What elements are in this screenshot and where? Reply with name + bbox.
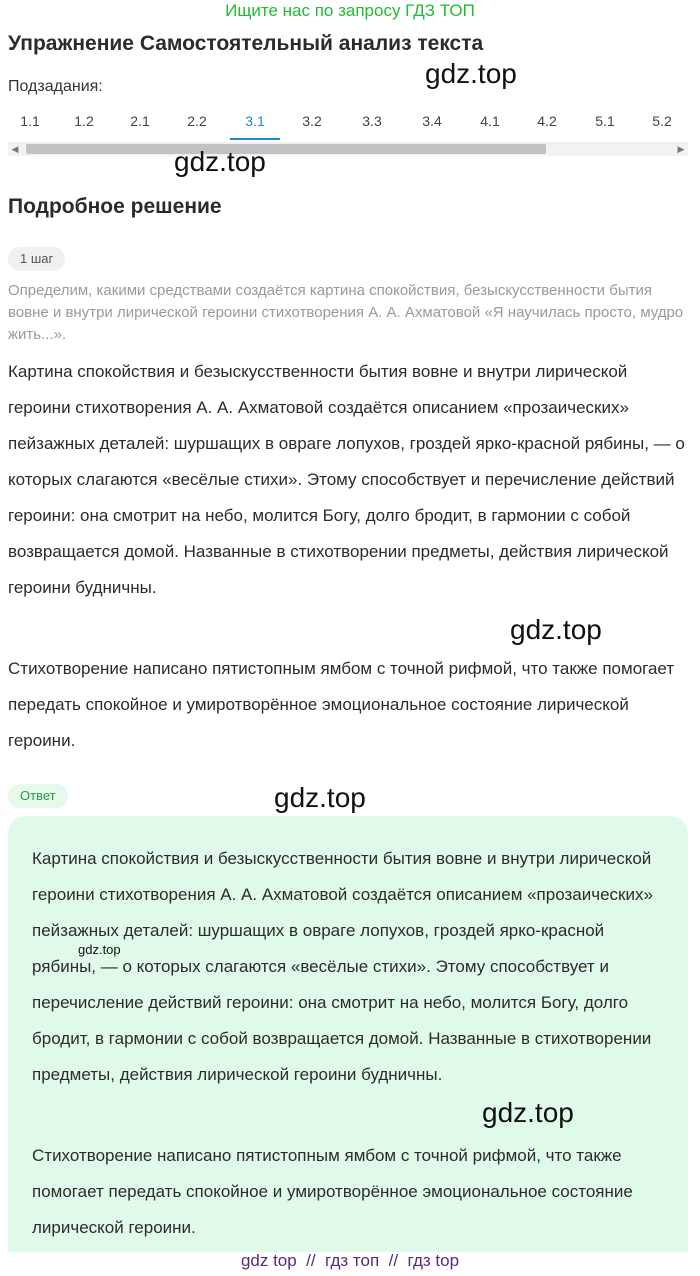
watermark: gdz.top bbox=[174, 146, 266, 177]
tab-5-1[interactable]: 5.1 bbox=[595, 113, 615, 129]
watermark: gdz.top bbox=[510, 614, 602, 645]
page-title: Упражнение Самостоятельный анализ текста bbox=[8, 32, 484, 55]
tab-3-2[interactable]: 3.2 bbox=[302, 113, 322, 129]
tab-2-1[interactable]: 2.1 bbox=[130, 113, 150, 129]
tab-4-1[interactable]: 4.1 bbox=[480, 113, 500, 129]
solution-paragraph-1: Картина спокойствия и безыскусственности бытия вовне и внутри лирической героини стихотворения А. А. Ахматовой создаётся описанием «прозаических» пейзажных деталей: шуршащих в овраге лопухов, гроздей ярко-красной рябины, — о которых слагаются «весёлые стихи». Этому способствует и перечисление действий героини: она смотрит на небо, молится Богу, долго бродит, в гармонии с собой возвращается домой. Названные в стихотворении предметы, действия лирической героини будничны. bbox=[8, 362, 685, 597]
scroll-thumb[interactable] bbox=[26, 144, 546, 154]
answer-paragraph-2: Стихотворение написано пятистопным ямбом с точной рифмой, что также помогает передать спокойное и умиротворённое эмоциональное состояние лирической героини. bbox=[32, 1146, 633, 1237]
subtask-tabs bbox=[0, 108, 700, 140]
top-banner: Ищите нас по запросу ГДЗ ТОП bbox=[225, 1, 475, 20]
tab-2-2[interactable]: 2.2 bbox=[187, 113, 207, 129]
answer-box bbox=[8, 816, 688, 1252]
tab-3-1[interactable]: 3.1 bbox=[230, 112, 280, 140]
watermark: gdz.top bbox=[482, 1097, 574, 1128]
solution-title: Подробное решение bbox=[8, 195, 222, 218]
tab-4-2[interactable]: 4.2 bbox=[537, 113, 557, 129]
scroll-left-icon[interactable]: ◀ bbox=[11, 144, 19, 154]
watermark: gdz.top bbox=[78, 942, 121, 957]
step-intro: Определим, какими средствами создаётся картина спокойствия, безыскусственности бытия вовне и внутри лирической героини стихотворения А. А. Ахматовой «Я научилась просто, мудро жить...». bbox=[8, 282, 684, 343]
tab-5-2[interactable]: 5.2 bbox=[652, 113, 672, 129]
answer-badge: Ответ bbox=[8, 784, 68, 808]
subtasks-label: Подзадания: bbox=[8, 78, 103, 95]
tab-3-4[interactable]: 3.4 bbox=[422, 113, 442, 129]
tab-1-1[interactable]: 1.1 bbox=[20, 113, 40, 129]
solution-paragraph-2: Стихотворение написано пятистопным ямбом с точной рифмой, что также помогает передать спокойное и умиротворённое эмоциональное состояние лирической героини. bbox=[8, 659, 675, 750]
tab-3-3[interactable]: 3.3 bbox=[362, 113, 382, 129]
watermark: gdz.top bbox=[425, 58, 517, 89]
scroll-right-icon[interactable]: ▶ bbox=[677, 144, 685, 154]
tabs-scrollbar[interactable] bbox=[8, 142, 688, 156]
footer-links: gdz top // гдз топ // гдз top bbox=[240, 1251, 460, 1270]
watermark: gdz.top bbox=[274, 782, 366, 813]
answer-paragraph-1: Картина спокойствия и безыскусственности бытия вовне и внутри лирической героини стихотворения А. А. Ахматовой создаётся описанием «прозаических» пейзажных деталей: шуршащих в овраге лопухов, гроздей ярко-красной рябины, — о которых слагаются «весёлые стихи». Этому способствует и перечисление действий героини: она смотрит на небо, молится Богу, долго бродит, в гармонии с собой возвращается домой. Названные в стихотворении предметы, действия лирической героини будничны. bbox=[32, 849, 653, 1084]
tab-1-2[interactable]: 1.2 bbox=[74, 113, 94, 129]
step-badge: 1 шаг bbox=[8, 247, 65, 271]
